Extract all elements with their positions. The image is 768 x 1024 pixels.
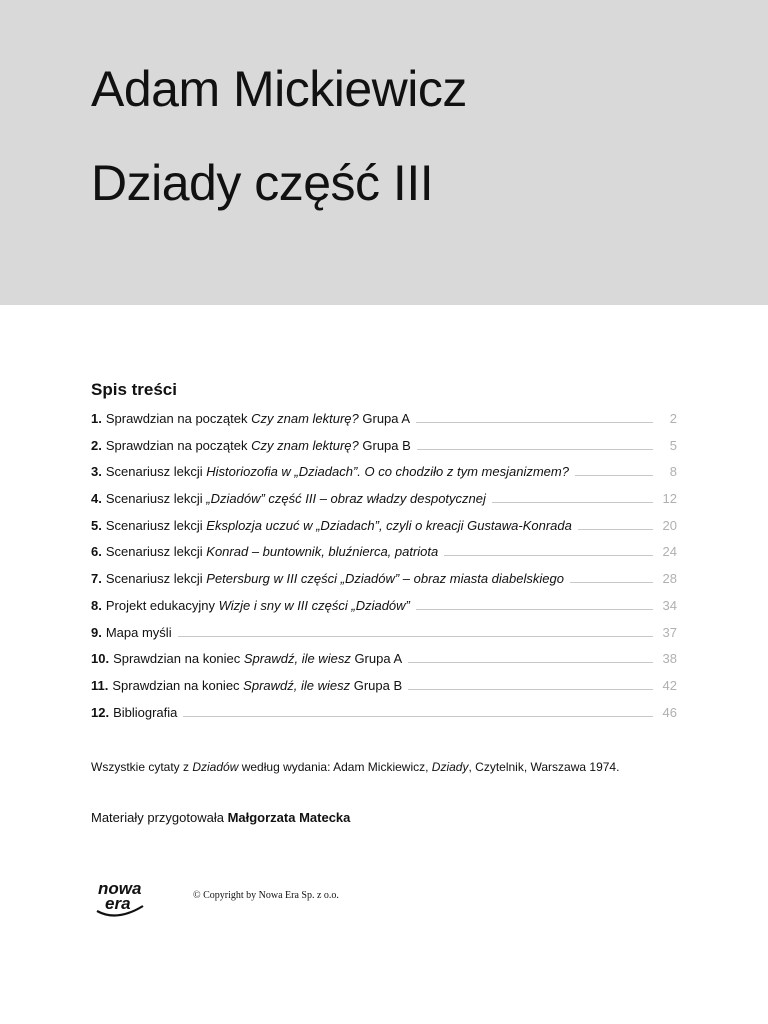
toc-page-number: 20 xyxy=(662,517,677,533)
toc-entry-number: 2. xyxy=(91,437,102,453)
toc-entry-number: 4. xyxy=(91,491,102,507)
toc-entry-italic: Wizje i sny w III części „Dziadów” xyxy=(218,597,410,613)
toc-entry-text: Bibliografia xyxy=(113,704,178,720)
toc-page-number: 24 xyxy=(662,544,677,560)
credit-label: Materiały przygotowała xyxy=(91,810,228,825)
note-italic-1: Dziadów xyxy=(192,760,239,774)
toc-entry xyxy=(91,598,677,625)
toc-entry-italic: Sprawdź, ile wiesz xyxy=(243,677,351,693)
toc-entry-text: Sprawdzian na początek xyxy=(105,437,252,453)
toc-entry xyxy=(91,518,677,545)
toc-entry-text: Scenariusz lekcji xyxy=(105,544,207,560)
toc-page-number: 42 xyxy=(662,677,677,693)
toc-page-number: 12 xyxy=(662,491,677,507)
toc-dot-leader xyxy=(417,440,653,450)
toc-entry-title xyxy=(106,491,486,506)
toc-entry-title xyxy=(106,518,572,533)
toc-dot-leader xyxy=(408,680,653,690)
note-italic-2: Dziady xyxy=(431,760,469,774)
toc-entry-italic: „Dziadów” część III – obraz władzy despotycznej xyxy=(206,491,486,507)
toc-entry-text: Sprawdzian na początek xyxy=(105,411,252,426)
toc-dot-leader xyxy=(444,546,653,556)
toc-page-number: 37 xyxy=(662,624,677,640)
title-banner xyxy=(0,0,768,305)
toc-entry-suffix: Grupa A xyxy=(358,411,411,426)
toc-entry-number: 3. xyxy=(91,464,102,480)
toc-entry xyxy=(91,544,677,571)
toc-entry xyxy=(91,438,677,465)
toc-entry xyxy=(91,464,677,491)
toc-entry xyxy=(91,678,677,705)
toc-entry xyxy=(91,651,677,678)
note-text-3: , Czytelnik, Warszawa 1974. xyxy=(468,760,620,774)
toc-entry-text: Sprawdzian na koniec xyxy=(112,677,244,693)
toc-entry-title xyxy=(106,598,410,613)
note-text-2: według wydania: Adam Mickiewicz, xyxy=(238,760,432,774)
toc-entry xyxy=(91,571,677,598)
logo-word-nowa: nowa xyxy=(98,879,142,898)
toc-entry-title xyxy=(112,678,402,693)
logo-word-era: era xyxy=(105,894,131,913)
toc-entry-number: 1. xyxy=(91,411,102,426)
toc-entry-italic: Czy znam lekturę? xyxy=(251,411,359,426)
author-credit xyxy=(91,810,350,825)
toc-entry-text: Scenariusz lekcji xyxy=(105,464,207,480)
toc-page-number: 38 xyxy=(662,651,677,667)
toc-page-number: 34 xyxy=(662,597,677,613)
toc-entry-text: Scenariusz lekcji xyxy=(105,571,207,587)
toc-dot-leader xyxy=(408,653,653,663)
toc-entry-number: 5. xyxy=(91,517,102,533)
toc-entry-title xyxy=(106,544,438,559)
toc-dot-leader xyxy=(416,413,653,423)
credit-name: Małgorzata Matecka xyxy=(227,810,351,825)
toc-entry-italic: Petersburg w III części „Dziadów” – obraz miasta diabelskiego xyxy=(206,571,564,587)
toc-page-number: 46 xyxy=(662,704,677,720)
toc-entry-italic: Sprawdź, ile wiesz xyxy=(243,651,351,667)
toc-entry-text: Projekt edukacyjny xyxy=(105,597,219,613)
toc-page-number: 5 xyxy=(669,437,677,453)
nowa-era-logo xyxy=(95,878,155,918)
toc-entry-number: 10. xyxy=(91,651,110,667)
toc-entry-text: Sprawdzian na koniec xyxy=(113,651,244,667)
toc-entry-title xyxy=(113,651,402,666)
toc-entry-title xyxy=(106,464,569,479)
toc-dot-leader xyxy=(575,466,653,476)
toc-entry-text: Scenariusz lekcji xyxy=(105,517,207,533)
toc-entry-suffix: Grupa A xyxy=(350,651,403,667)
book-title: Dziady część III xyxy=(91,155,434,211)
toc-dot-leader xyxy=(492,493,653,503)
toc-dot-leader xyxy=(570,573,653,583)
toc-entry-text: Mapa myśli xyxy=(105,624,172,640)
note-text-1: Wszystkie cytaty z xyxy=(91,760,193,774)
toc-entry-number: 9. xyxy=(91,624,102,640)
toc-entry-italic: Czy znam lekturę? xyxy=(251,437,359,453)
toc-page-number: 8 xyxy=(669,464,677,480)
toc-entry-number: 7. xyxy=(91,571,102,587)
toc-entry xyxy=(91,411,677,438)
toc-page-number: 2 xyxy=(669,411,677,426)
toc-entry-suffix: Grupa B xyxy=(358,437,411,453)
toc-entry-text: Scenariusz lekcji xyxy=(105,491,207,507)
toc-entry-title xyxy=(106,625,172,640)
toc-entry xyxy=(91,705,677,732)
toc-dot-leader xyxy=(178,627,653,637)
toc-entry xyxy=(91,491,677,518)
toc-entry-title xyxy=(106,438,411,453)
toc-dot-leader xyxy=(416,600,653,610)
toc-entry-number: 8. xyxy=(91,597,102,613)
toc-entry-number: 12. xyxy=(91,704,110,720)
toc-entry-italic: Eksplozja uczuć w „Dziadach”, czyli o kreacji Gustawa-Konrada xyxy=(206,517,572,533)
toc-page-number: 28 xyxy=(662,571,677,587)
toc-entry-title xyxy=(113,705,177,720)
table-of-contents xyxy=(91,411,677,731)
toc-entry-suffix: Grupa B xyxy=(350,677,403,693)
toc-dot-leader xyxy=(183,707,653,717)
toc-entry-number: 11. xyxy=(91,677,109,693)
toc-entry-number: 6. xyxy=(91,544,102,560)
toc-entry-title xyxy=(106,411,410,426)
author-name: Adam Mickiewicz xyxy=(91,61,467,117)
toc-heading: Spis treści xyxy=(91,380,177,399)
toc-entry-title xyxy=(106,571,564,586)
copyright-notice: © Copyright by Nowa Era Sp. z o.o. xyxy=(193,890,339,901)
toc-entry-italic: Konrad – buntownik, bluźnierca, patriota xyxy=(206,544,439,560)
toc-dot-leader xyxy=(578,520,653,530)
toc-entry xyxy=(91,625,677,652)
toc-entry-italic: Historiozofia w „Dziadach”. O co chodziło z tym mesjanizmem? xyxy=(206,464,569,480)
quotation-source-note xyxy=(91,760,619,774)
